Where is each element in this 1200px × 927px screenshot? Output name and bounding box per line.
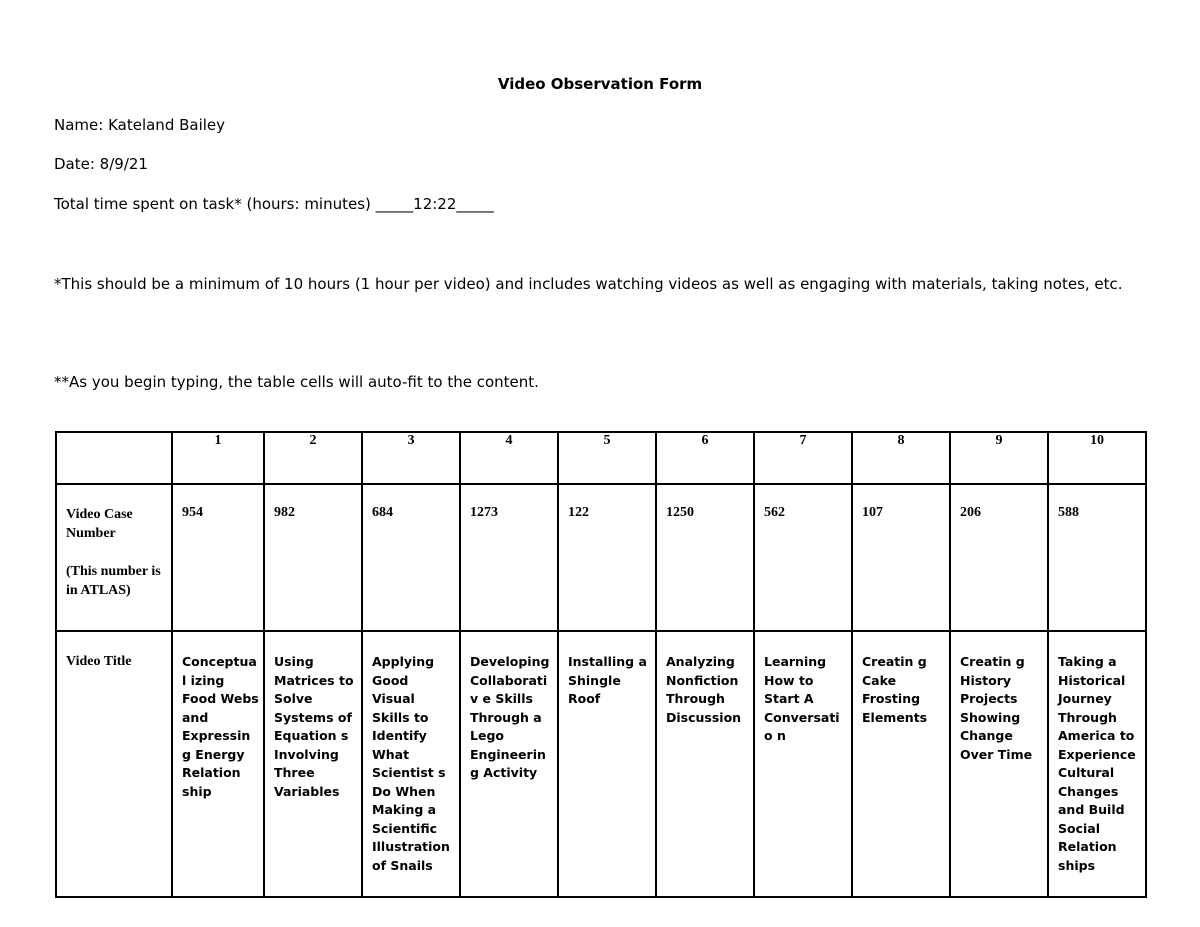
header-row: [56, 432, 1146, 484]
video-title-cell[interactable]: Creatin g Cake Frosting Elements: [852, 631, 950, 897]
case-number-cell[interactable]: 684: [362, 484, 460, 631]
case-number-cell[interactable]: 1250: [656, 484, 754, 631]
corner-cell: [56, 432, 172, 484]
autofit-note: **As you begin typing, the table cells will auto-fit to the content.: [54, 373, 539, 391]
column-header: 7: [754, 432, 852, 484]
video-title-cell[interactable]: Creatin g History Projects Showing Change Over Time: [950, 631, 1048, 897]
column-header: 10: [1048, 432, 1146, 484]
column-header: 1: [172, 432, 264, 484]
video-title-cell[interactable]: Analyzing Nonfiction Through Discussion: [656, 631, 754, 897]
video-title-row: [56, 631, 1146, 897]
video-observation-table: [55, 431, 1147, 898]
case-number-cell[interactable]: 588: [1048, 484, 1146, 631]
column-header: 5: [558, 432, 656, 484]
case-number-cell[interactable]: 954: [172, 484, 264, 631]
case-number-cell[interactable]: 206: [950, 484, 1048, 631]
name-line: Name: Kateland Bailey: [54, 116, 226, 134]
case-number-sublabel: (This number is in ATLAS): [66, 564, 161, 598]
video-title-label: Video Title: [56, 631, 172, 897]
minimum-hours-note: *This should be a minimum of 10 hours (1 hour per video) and includes watching videos as well as engaging with materials, taking notes, etc.: [54, 275, 1123, 293]
column-header: 4: [460, 432, 558, 484]
case-number-cell[interactable]: 982: [264, 484, 362, 631]
column-header: 6: [656, 432, 754, 484]
video-title-cell[interactable]: Using Matrices to Solve Systems of Equation s Involving Three Variables: [264, 631, 362, 897]
case-number-row: [56, 484, 1146, 631]
video-title-cell[interactable]: Conceptual izing Food Webs and Expressing Energy Relation ship: [172, 631, 264, 897]
case-number-label: Video Case Number: [66, 507, 133, 541]
video-title-cell[interactable]: Developing Collaborativ e Skills Through a Lego Engineering Activity: [460, 631, 558, 897]
video-title-cell[interactable]: Taking a Historical Journey Through America to Experience Cultural Changes and Build Social Relation ships: [1048, 631, 1146, 897]
column-header: 3: [362, 432, 460, 484]
video-title-cell[interactable]: Installing a Shingle Roof: [558, 631, 656, 897]
date-line: Date: 8/9/21: [54, 155, 148, 173]
case-number-cell[interactable]: 107: [852, 484, 950, 631]
time-spent-line: Total time spent on task* (hours: minutes) _____12:22_____: [54, 195, 494, 213]
case-number-cell[interactable]: 122: [558, 484, 656, 631]
column-header: 9: [950, 432, 1048, 484]
video-title-cell[interactable]: Learning How to Start A Conversatio n: [754, 631, 852, 897]
case-number-cell[interactable]: 562: [754, 484, 852, 631]
case-number-cell[interactable]: 1273: [460, 484, 558, 631]
case-number-label-cell: [56, 484, 172, 631]
video-title-cell[interactable]: Applying Good Visual Skills to Identify What Scientist s Do When Making a Scientific Illustration of Snails: [362, 631, 460, 897]
form-title: Video Observation Form: [497, 75, 703, 93]
column-header: 2: [264, 432, 362, 484]
column-header: 8: [852, 432, 950, 484]
